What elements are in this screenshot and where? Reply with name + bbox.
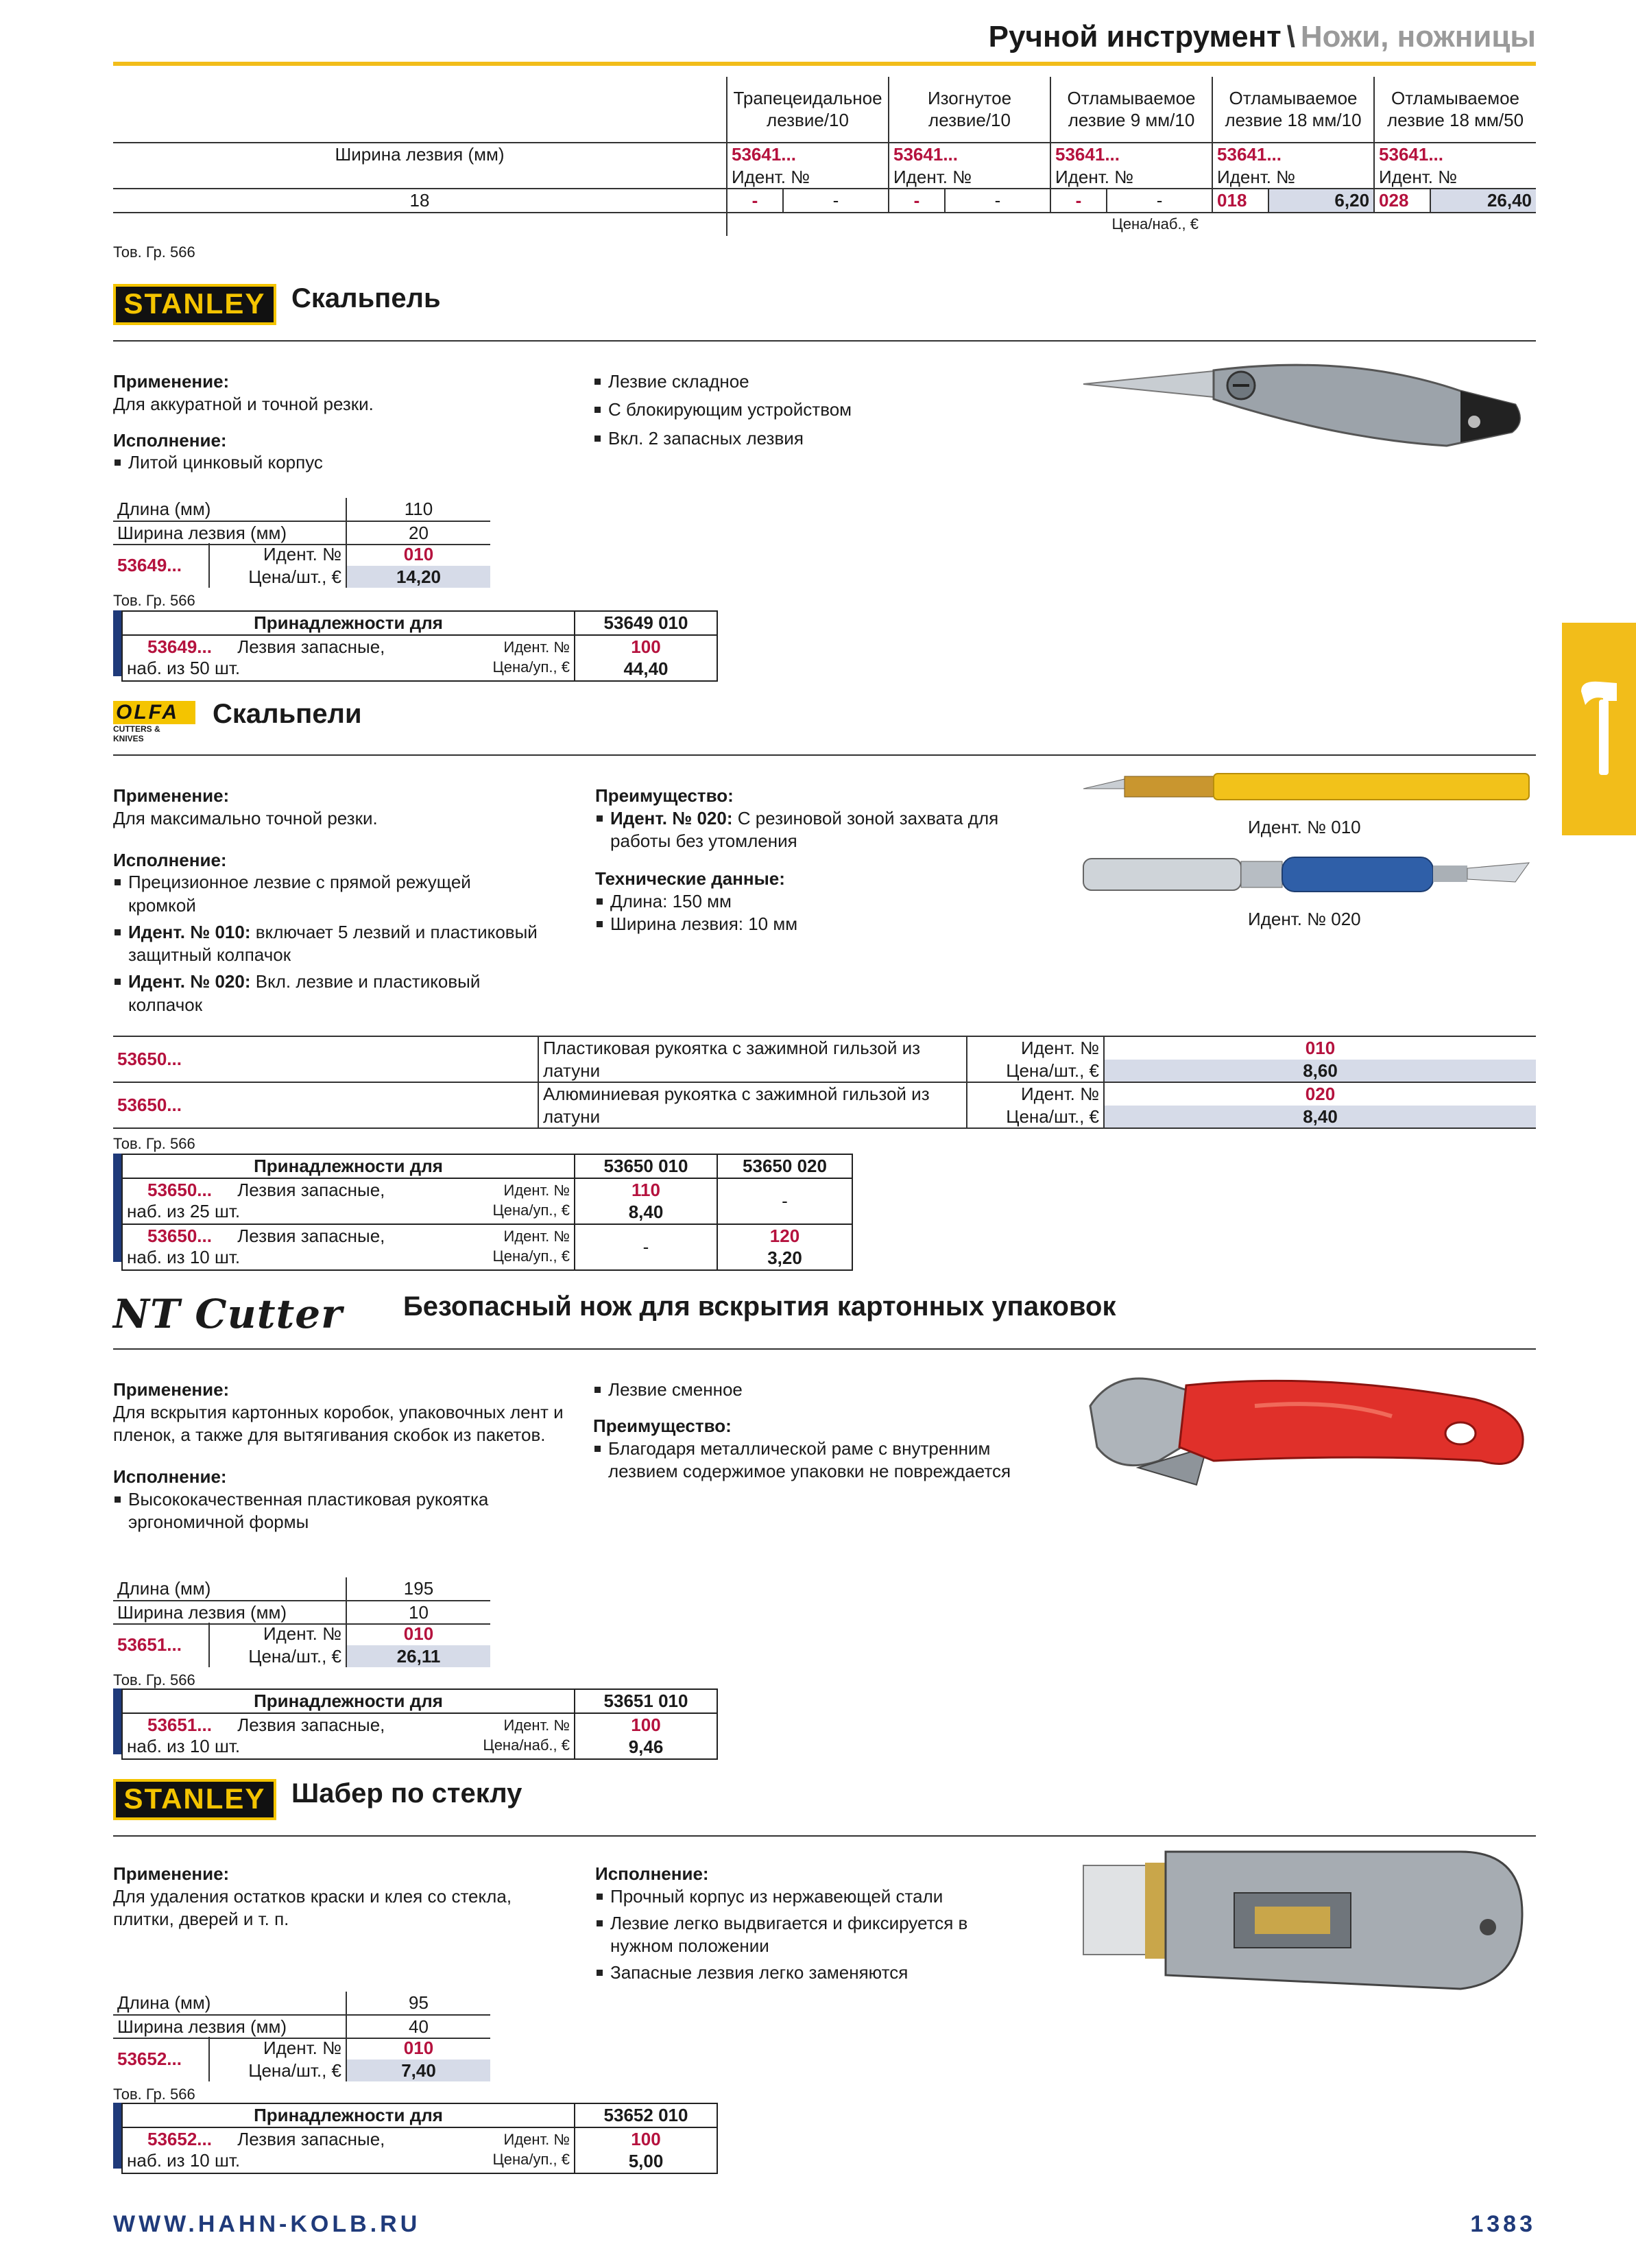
olfa-logo-sub: CUTTERS & KNIVES	[113, 724, 160, 743]
variant-desc: Пластиковая рукоятка с зажимной гильзой из	[538, 1036, 967, 1060]
section-rule	[113, 1835, 1536, 1837]
sec3-mid-text	[593, 1378, 1059, 1483]
feature-item: С блокирующим устройством	[593, 398, 1018, 421]
sec1-spec-table	[113, 498, 490, 545]
accessory-desc: Лезвия запасные,	[237, 1179, 385, 1200]
sec1-accessory-table	[121, 610, 718, 682]
accessory-ident-label: Идент. №	[503, 1228, 570, 1245]
footer-url[interactable]: WWW.HAHN-KOLB.RU	[113, 2211, 421, 2237]
col-head-5: Отламываемое лезвие 18 мм/50	[1374, 77, 1536, 143]
sec4-price-table	[113, 2037, 490, 2081]
accessory-desc2: наб. из 25 шт.	[127, 1201, 241, 1221]
accessory-header: Принадлежности для	[122, 2103, 575, 2127]
art-2: 53641...	[889, 143, 1050, 166]
scalpel-image	[1076, 350, 1536, 453]
execution-item	[113, 921, 579, 967]
price-value: 14,20	[346, 566, 490, 588]
col-head-2: Изогнутое лезвие/10	[889, 77, 1050, 143]
price-label: Цена/шт., €	[248, 2060, 341, 2081]
accessory-ident-label: Идент. №	[503, 2131, 570, 2149]
accessory-price-label: Цена/уп., €	[492, 658, 570, 676]
article-number: 53652...	[113, 2037, 209, 2081]
advantage-item: Благодаря металлической раме с внутренним лезвием содержимое упаковки не повреждается	[593, 1437, 1059, 1483]
sec3-price-table	[113, 1623, 490, 1667]
accessory-art: 53652...	[147, 2128, 212, 2149]
accessory-ident-label: Идент. №	[503, 638, 570, 656]
ident-label: Идент. №	[967, 1082, 1104, 1106]
execution-label: Исполнение:	[113, 1466, 227, 1488]
hammer-icon	[1578, 678, 1620, 780]
accessory-ident: 100	[631, 1714, 661, 1735]
sec2-accessory-table	[121, 1154, 853, 1271]
price-label: Цена/шт., €	[967, 1060, 1104, 1083]
accessory-desc: Лезвия запасные,	[237, 1714, 385, 1735]
spec-value: 110	[346, 498, 490, 521]
dash-id-3: -	[1050, 189, 1107, 213]
ident-label-1: Идент. №	[727, 166, 889, 189]
accessory-col: 53650 020	[717, 1154, 852, 1178]
sec4-accessory-table	[121, 2103, 718, 2174]
price-5: 26,40	[1430, 189, 1536, 213]
accessory-price-label: Цена/уп., €	[492, 1248, 570, 1265]
execution-item: Прецизионное лезвие с прямой режущей кромкой	[113, 871, 525, 917]
accessory-bar	[113, 1154, 121, 1262]
application-label: Применение:	[113, 785, 230, 806]
dash-id-2: -	[889, 189, 945, 213]
accessory-ident: 100	[631, 636, 661, 657]
scalpel-020-image	[1076, 855, 1536, 897]
spec-value: 20	[346, 521, 490, 545]
accessory-price-label: Цена/наб., €	[483, 1736, 570, 1754]
feature-item: Лезвие сменное	[593, 1378, 1059, 1401]
accessory-art: 53651...	[147, 1714, 212, 1735]
feature-item: Вкл. 2 запасных лезвия	[593, 427, 1018, 450]
width-value: 18	[409, 190, 430, 211]
section-rule	[113, 754, 1536, 756]
accessory-price: 3,20	[767, 1248, 802, 1268]
sec1-price-table	[113, 543, 490, 588]
accessory-na: -	[717, 1178, 852, 1224]
col-head-3: Отламываемое лезвие 9 мм/10	[1050, 77, 1212, 143]
advantage-label: Преимущество:	[595, 785, 734, 806]
accessory-desc: Лезвия запасные,	[237, 1225, 385, 1246]
image-caption: Идент. № 010	[1248, 817, 1361, 837]
spec-label: Ширина лезвия (мм)	[117, 1601, 287, 1623]
sec2-variant-table	[113, 1036, 1536, 1129]
variant-desc: Алюминиевая рукоятка с зажимной гильзой из	[538, 1082, 967, 1106]
header-sub: Ножи, ножницы	[1300, 20, 1536, 53]
spec-label: Ширина лезвия (мм)	[117, 2016, 287, 2037]
ident-label: Идент. №	[263, 544, 341, 564]
accessory-bar	[113, 2103, 121, 2169]
application-text: Для аккуратной и точной резки.	[113, 393, 374, 414]
accessory-bar	[113, 1688, 121, 1754]
price-label: Цена/шт., €	[248, 1645, 341, 1667]
accessory-art: 53649...	[147, 636, 212, 657]
stanley-logo: STANLEY	[113, 1779, 276, 1820]
header-separator: \	[1286, 20, 1295, 53]
accessory-header: Принадлежности для	[122, 1154, 575, 1178]
sec1-left-text	[113, 370, 566, 475]
ident-label: Идент. №	[263, 1623, 341, 1644]
accessory-price-label: Цена/уп., €	[492, 2151, 570, 2168]
dash-id-1: -	[727, 189, 783, 213]
application-label: Применение:	[113, 371, 230, 392]
execution-item: Прочный корпус из нержавеющей стали	[595, 1885, 1048, 1908]
advantage-item	[595, 807, 1048, 853]
product-group: Тов. Гр. 566	[113, 592, 195, 609]
tech-item: Ширина лезвия: 10 мм	[595, 913, 1048, 935]
sec1-features	[593, 370, 1018, 450]
sec3-spec-table	[113, 1577, 490, 1625]
art-1: 53641...	[727, 143, 889, 166]
scalpel-010-image	[1076, 767, 1536, 805]
application-text: Для вскрытия картонных коробок, упаковочных лент и пленок, а также для вытягивания скобок из пакетов.	[113, 1401, 564, 1445]
ident-label-3: Идент. №	[1050, 166, 1212, 189]
ident-label-4: Идент. №	[1212, 166, 1374, 189]
ident-value: 010	[1104, 1036, 1536, 1060]
olfa-logo-text: OLFA	[113, 701, 195, 724]
ident-label: Идент. №	[263, 2038, 341, 2058]
image-caption: Идент. № 020	[1248, 909, 1361, 929]
accessory-price: 8,40	[628, 1202, 664, 1222]
accessory-price: 9,46	[628, 1736, 664, 1757]
price-value: 7,40	[346, 2060, 490, 2082]
execution-item: Лезвие легко выдвигается и фиксируется в нужном положении	[595, 1912, 1007, 1958]
price-label: Цена/шт., €	[248, 566, 341, 587]
spec-label: Длина (мм)	[117, 499, 211, 519]
spec-value: 40	[346, 2015, 490, 2039]
accessory-ident: 110	[631, 1179, 660, 1200]
advantage-label: Преимущество:	[593, 1416, 732, 1437]
sec2-mid-text	[595, 785, 1048, 935]
price-4: 6,20	[1268, 189, 1374, 213]
price-value: 8,40	[1104, 1106, 1536, 1129]
advantage-bold: Идент. № 020:	[610, 807, 733, 828]
accessory-col: 53651 010	[575, 1689, 717, 1713]
accessory-header: Принадлежности для	[122, 611, 575, 635]
id-4: 018	[1212, 189, 1268, 213]
header-main: Ручной инструмент	[988, 20, 1282, 53]
accessory-ident: 100	[631, 2128, 661, 2149]
execution-item: Запасные лезвия легко заменяются	[595, 1961, 1048, 1984]
sec3-accessory-table	[121, 1688, 718, 1760]
col-head-1: Трапецеидальное лезвие/10	[727, 77, 889, 143]
article-number: 53649...	[113, 543, 209, 588]
price-label: Цена/наб., €	[727, 213, 1212, 236]
accessory-art: 53650...	[147, 1179, 212, 1200]
price-value: 26,11	[346, 1645, 490, 1668]
ident-label-2: Идент. №	[889, 166, 1050, 189]
sec2-left-text	[113, 785, 579, 1016]
accessory-col: 53649 010	[575, 611, 717, 635]
feature-item: Лезвие складное	[593, 370, 1018, 393]
accessory-col: 53650 010	[575, 1154, 717, 1178]
sec4-mid-text	[595, 1863, 1048, 1985]
accessory-desc: Лезвия запасные,	[237, 636, 385, 657]
application-text: Для удаления остатков краски и клея со стекла, плитки, дверей и т. п.	[113, 1885, 512, 1929]
accessory-desc: Лезвия запасные,	[237, 2128, 385, 2149]
section-rule	[113, 340, 1536, 342]
execution-item	[113, 970, 552, 1016]
section-title: Скальпели	[213, 699, 362, 729]
spec-value: 95	[346, 1992, 490, 2015]
olfa-logo	[113, 701, 195, 749]
glass-scraper-image	[1076, 1845, 1536, 2003]
variant-desc2: латуни	[538, 1060, 967, 1083]
accessory-ident-label: Идент. №	[503, 1182, 570, 1199]
ident-value: 020	[1104, 1082, 1536, 1106]
advantage-text: С резиновой зоной захвата для работы без утомления	[610, 807, 999, 851]
safety-cutter-image	[1076, 1358, 1536, 1495]
nt-cutter-logo: NT Cutter	[113, 1291, 343, 1337]
ident-value: 010	[346, 2037, 490, 2060]
tech-label: Технические данные:	[595, 868, 785, 890]
art-5: 53641...	[1374, 143, 1536, 166]
ident-value: 010	[346, 1623, 490, 1645]
spec-value: 195	[346, 1577, 490, 1601]
accessory-desc2: наб. из 10 шт.	[127, 1736, 241, 1756]
application-text: Для максимально точной резки.	[113, 807, 378, 828]
col-head-4: Отламываемое лезвие 18 мм/10	[1212, 77, 1374, 143]
chapter-tab[interactable]	[1562, 623, 1636, 835]
accessory-desc2: наб. из 50 шт.	[127, 658, 241, 678]
stanley-logo: STANLEY	[113, 284, 276, 325]
accessory-price: 5,00	[628, 2151, 664, 2171]
accessory-na: -	[575, 1224, 717, 1270]
price-value: 8,60	[1104, 1060, 1536, 1083]
accessory-desc2: наб. из 10 шт.	[127, 1247, 241, 1267]
product-group: Тов. Гр. 566	[113, 2086, 195, 2103]
execution-item-bold: Идент. № 010:	[128, 921, 251, 942]
section-title: Безопасный нож для вскрытия картонных упаковок	[403, 1291, 1116, 1322]
accessory-price: 44,40	[623, 658, 669, 679]
accessory-bar	[113, 610, 121, 676]
ident-value: 010	[346, 543, 490, 566]
art-4: 53641...	[1212, 143, 1374, 166]
header-rule	[113, 62, 1536, 66]
page-number: 1383	[1470, 2211, 1536, 2237]
dash-price-1: -	[783, 189, 889, 213]
execution-item-bold: Идент. № 020:	[128, 971, 251, 992]
accessory-ident-label: Идент. №	[503, 1717, 570, 1734]
accessory-ident: 120	[769, 1225, 800, 1246]
spec-label: Длина (мм)	[117, 1992, 211, 2013]
accessory-art: 53650...	[147, 1225, 212, 1246]
ident-label: Идент. №	[967, 1036, 1104, 1060]
spec-label: Ширина лезвия (мм)	[117, 522, 287, 543]
sec3-left-text	[113, 1378, 579, 1533]
execution-label: Исполнение:	[113, 429, 227, 451]
execution-item-text: Вкл. лезвие и пластиковый колпачок	[128, 971, 481, 1015]
product-group: Тов. Гр. 566	[113, 1135, 195, 1152]
execution-label: Исполнение:	[113, 849, 227, 870]
accessory-col: 53652 010	[575, 2103, 717, 2127]
id-5: 028	[1374, 189, 1430, 213]
top-variant-table	[113, 77, 1536, 236]
page-header	[113, 18, 1536, 56]
section-title: Шабер по стеклу	[291, 1778, 522, 1809]
article-number: 53650...	[117, 1095, 182, 1116]
variant-desc2: латуни	[538, 1106, 967, 1129]
spec-value: 10	[346, 1601, 490, 1625]
accessory-desc2: наб. из 10 шт.	[127, 2150, 241, 2171]
execution-label: Исполнение:	[595, 1863, 709, 1884]
execution-item: Литой цинковый корпус	[113, 451, 566, 474]
accessory-header: Принадлежности для	[122, 1689, 575, 1713]
sec4-spec-table	[113, 1992, 490, 2039]
application-label: Применение:	[113, 1379, 230, 1400]
section-title: Скальпель	[291, 283, 441, 313]
price-label: Цена/шт., €	[967, 1106, 1104, 1129]
tech-item: Длина: 150 мм	[595, 890, 1048, 913]
spec-label: Длина (мм)	[117, 1578, 211, 1599]
accessory-price-label: Цена/уп., €	[492, 1202, 570, 1219]
dash-price-3: -	[1107, 189, 1212, 213]
product-group: Тов. Гр. 566	[113, 243, 195, 261]
product-group: Тов. Гр. 566	[113, 1671, 195, 1688]
article-number: 53651...	[113, 1623, 209, 1667]
article-number: 53650...	[117, 1049, 182, 1070]
art-3: 53641...	[1050, 143, 1212, 166]
row-label: Ширина лезвия (мм)	[335, 144, 505, 165]
sec4-left-text	[113, 1863, 566, 1931]
section-rule	[113, 1348, 1536, 1350]
dash-price-2: -	[945, 189, 1050, 213]
execution-item: Высококачественная пластиковая рукоятка эргономичной формы	[113, 1488, 538, 1534]
execution-item-text: включает 5 лезвий и пластиковый защитный колпачок	[128, 921, 538, 966]
application-label: Применение:	[113, 1863, 230, 1884]
ident-label-5: Идент. №	[1374, 166, 1536, 189]
